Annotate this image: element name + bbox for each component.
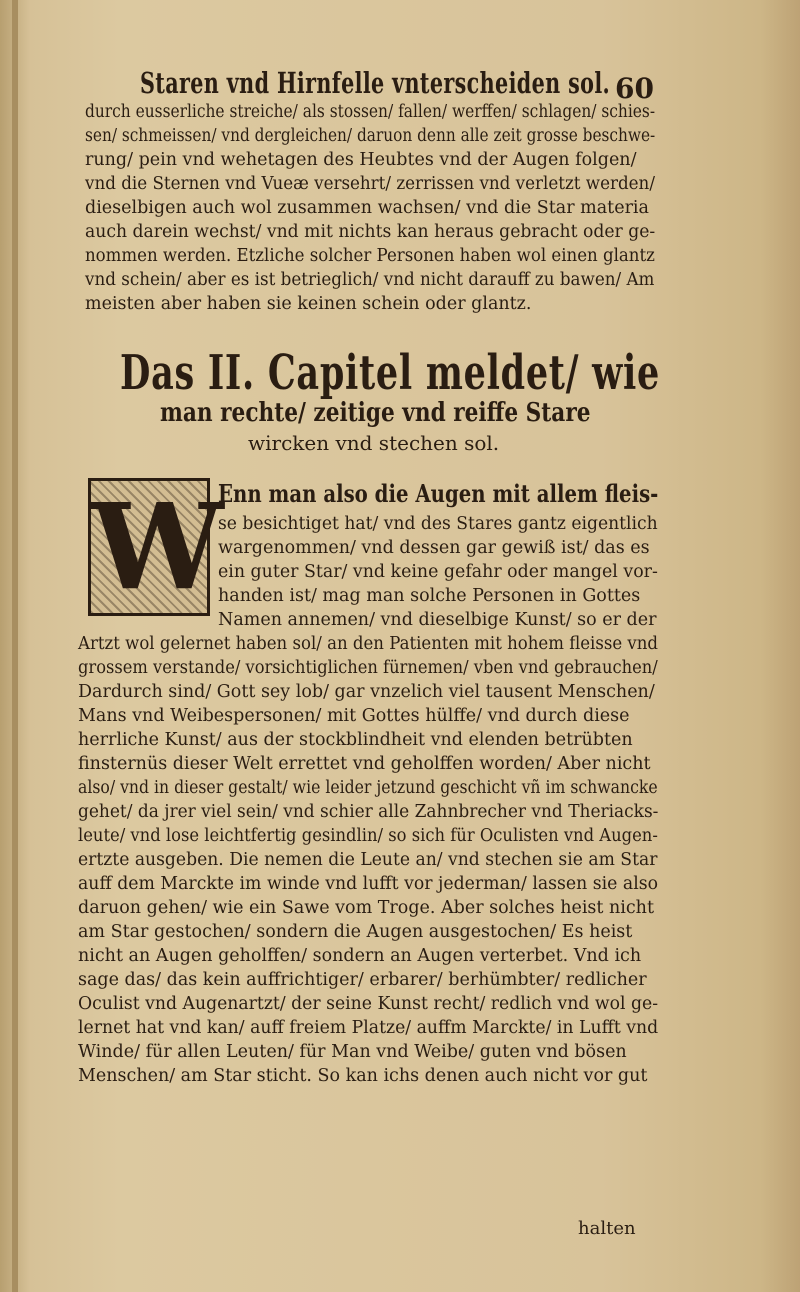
chapter-heading: Das II. Capitel meldet/ wie [120, 345, 660, 401]
text-line: ertzte ausgeben. Die nemen die Leute an/ vnd stechen sie am Star [78, 850, 658, 870]
text-line: Dardurch sind/ Gott sey lob/ gar vnzelich viel tausent Menschen/ [78, 682, 655, 702]
text-line: Namen annemen/ vnd dieselbige Kunst/ so er der [218, 610, 657, 630]
text-line: nommen werden. Etzliche solcher Personen haben wol einen glantz [85, 246, 655, 266]
text-line: handen ist/ mag man solche Personen in Gottes [218, 586, 641, 606]
text-line: Mans vnd Weibespersonen/ mit Gottes hülffe/ vnd durch diese [78, 706, 630, 726]
text-line: vnd schein/ aber es ist betrieglich/ vnd nicht darauff zu bawen/ Am [85, 270, 655, 290]
text-line: finsternüs dieser Welt errettet vnd geholffen worden/ Aber nicht [78, 754, 651, 774]
text-line: Menschen/ am Star sticht. So kan ichs denen auch nicht vor gut [78, 1066, 648, 1086]
decorated-initial [88, 477, 224, 616]
text-line: nicht an Augen geholffen/ sondern an Augen verterbet. Vnd ich [78, 946, 642, 966]
text-line: Oculist vnd Augenartzt/ der seine Kunst recht/ redlich vnd wol ge- [78, 994, 659, 1014]
text-line: sage das/ das kein auffrichtiger/ erbarer/ berhümbter/ redlicher [78, 970, 647, 990]
text-line: sen/ schmeissen/ vnd dergleichen/ daruon denn alle zeit grosse beschwe- [85, 126, 656, 146]
text-line: auff dem Marckte im winde vnd lufft vor jederman/ lassen sie also [78, 874, 659, 894]
text-line: se besichtiget hat/ vnd des Stares gantz eigentlich [218, 514, 658, 534]
text-line: meisten aber haben sie keinen schein oder glantz. [85, 294, 532, 314]
text-line: ein guter Star/ vnd keine gefahr oder mangel vor- [218, 562, 658, 582]
text-line: gehet/ da jrer viel sein/ vnd schier alle Zahnbrecher vnd Theriacks- [78, 802, 659, 822]
text-line: auch darein wechst/ vnd mit nichts kan heraus gebracht oder ge- [85, 222, 656, 242]
text-line: Winde/ für allen Leuten/ für Man vnd Weibe/ guten vnd bösen [78, 1042, 627, 1062]
text-line: dieselbigen auch wol zusammen wachsen/ vnd die Star materia [85, 198, 649, 218]
text-line: grossem verstande/ vorsichtiglichen fürnemen/ vben vnd gebrauchen/ [78, 658, 658, 678]
text-line: daruon gehen/ wie ein Sawe vom Troge. Aber solches heist nicht [78, 898, 654, 918]
text-line: rung/ pein vnd wehetagen des Heubtes vnd der Augen folgen/ [85, 150, 637, 170]
text-line: wargenommen/ vnd dessen gar gewiß ist/ das es [218, 538, 650, 558]
catchword: halten [578, 1218, 636, 1239]
text-line: also/ vnd in dieser gestalt/ wie leider jetzund geschicht vñ im schwancke [78, 778, 658, 798]
text-line: Artzt wol gelernet haben sol/ an den Patienten mit hohem fleisse vnd [78, 634, 659, 654]
running-head: Staren vnd Hirnfelle vnterscheiden sol. [140, 66, 611, 100]
page-number: 60 [615, 72, 654, 105]
text-line: herrliche Kunst/ aus der stockblindheit vnd elenden betrübten [78, 730, 633, 750]
chapter-subheading-line3: wircken vnd stechen sol. [248, 431, 500, 455]
page-gutter [12, 0, 18, 1292]
initial-letter: W [91, 477, 224, 616]
text-line: vnd die Sternen vnd Vueæ versehrt/ zerrissen vnd verletzt werden/ [85, 174, 655, 194]
text-line: lernet hat vnd kan/ auff freiem Platze/ auffm Marckte/ in Lufft vnd [78, 1018, 659, 1038]
text-line: durch eusserliche streiche/ als stossen/ fallen/ werffen/ schlagen/ schies- [85, 102, 656, 122]
chapter-subheading: man rechte/ zeitige vnd reiffe Stare [160, 398, 591, 428]
text-line: leute/ vnd lose leichtfertig gesindlin/ so sich für Oculisten vnd Augen- [78, 826, 658, 846]
text-line: Enn man also die Augen mit allem fleis- [218, 479, 659, 508]
text-line: am Star gestochen/ sondern die Augen ausgestochen/ Es heist [78, 922, 633, 942]
